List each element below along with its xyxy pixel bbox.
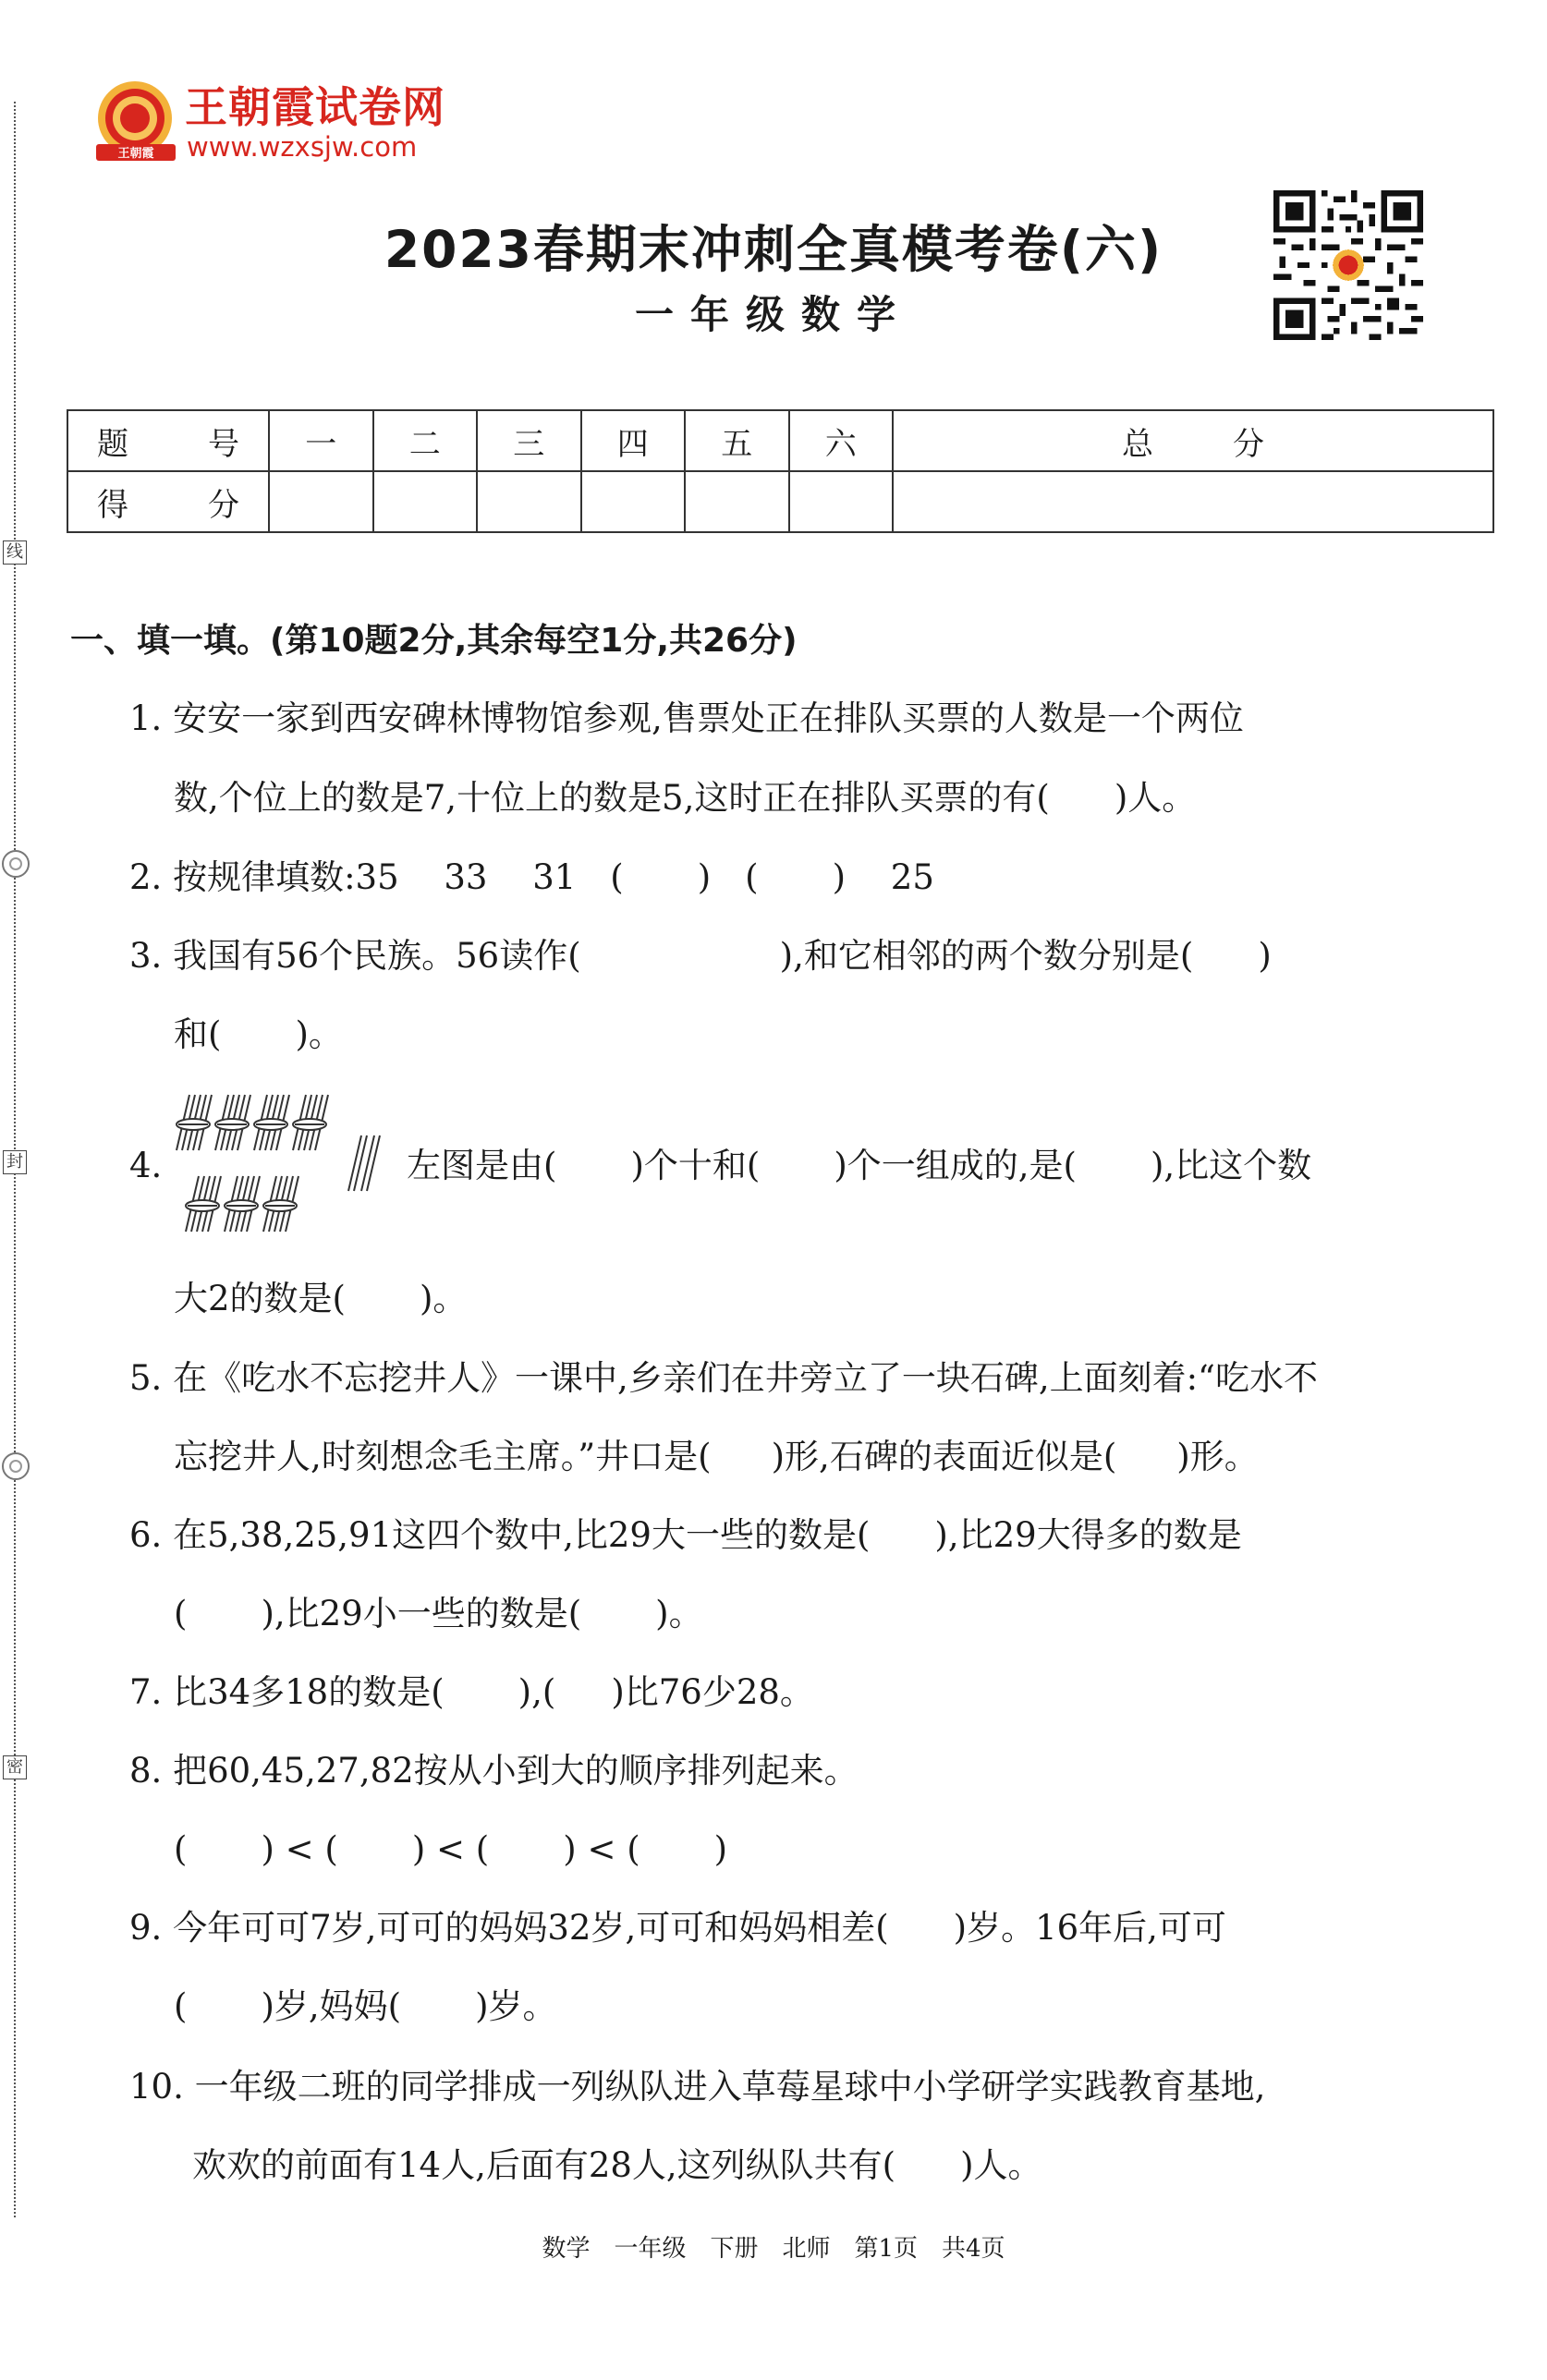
binding-mark-mi: 密	[3, 1755, 27, 1779]
question-9-line-1: 9. 今年可可7岁,可可的妈妈32岁,可可和妈妈相差( )岁。16年后,可可	[129, 1908, 1226, 1948]
question-4-line-1: 左图是由( )个十和( )个一组成的,是( ),比这个数	[407, 1146, 1312, 1185]
logo-url[interactable]: www.wzxsjw.com	[187, 131, 418, 163]
question-9-line-2: ( )岁,妈妈( )岁。	[174, 1986, 557, 2026]
question-4-line-2: 大2的数是( )。	[174, 1279, 468, 1318]
score-header-4: 四	[581, 410, 686, 471]
site-logo[interactable]	[92, 74, 508, 176]
question-4-number: 4.	[129, 1146, 163, 1185]
question-7: 7. 比34多18的数是( ),( )比76少28。	[129, 1672, 814, 1712]
score-cell-5[interactable]	[685, 471, 789, 532]
score-header-total: 总 分	[893, 410, 1493, 471]
score-table	[67, 409, 1494, 533]
stick-bundles-image	[171, 1093, 397, 1241]
question-6-line-1: 6. 在5,38,25,91这四个数中,比29大一些的数是( ),比29大得多的数是	[129, 1515, 1242, 1555]
binding-mark-feng: 封	[3, 1150, 27, 1174]
binding-knot-icon	[2, 1452, 30, 1480]
question-1-line-2: 数,个位上的数是7,十位上的数是5,这时正在排队买票的有( )人。	[174, 778, 1197, 818]
question-3-line-2: 和( )。	[174, 1014, 343, 1054]
score-table-score-row	[67, 471, 1493, 532]
exam-subtitle: 一年级数学	[634, 292, 912, 337]
logo-name: 王朝霞试卷网	[185, 82, 445, 132]
question-5-line-1: 5. 在《吃水不忘挖井人》一课中,乡亲们在井旁立了一块石碑,上面刻着:“吃水不	[129, 1358, 1318, 1398]
score-header-1: 一	[269, 410, 373, 471]
svg-text:王朝霞: 王朝霞	[117, 147, 154, 161]
binding-knot-icon	[2, 850, 30, 878]
score-header-6: 六	[789, 410, 894, 471]
score-header-label: 题 号	[67, 410, 269, 471]
question-1-line-1: 1. 安安一家到西安碑林博物馆参观,售票处正在排队买票的人数是一个两位	[129, 698, 1244, 738]
question-6-line-2: ( ),比29小一些的数是( )。	[174, 1594, 703, 1633]
score-cell-1[interactable]	[269, 471, 373, 532]
score-cell-3[interactable]	[477, 471, 581, 532]
qr-code-icon[interactable]	[1273, 190, 1423, 340]
question-8-line-1: 8. 把60,45,27,82按从小到大的顺序排列起来。	[129, 1751, 859, 1791]
page-footer: 数学 一年级 下册 北师 第1页 共4页	[542, 2235, 1005, 2263]
score-cell-4[interactable]	[581, 471, 686, 532]
logo-emblem-icon	[92, 76, 180, 168]
question-8-line-2: ( ) < ( ) < ( ) < ( )	[174, 1829, 728, 1869]
score-table-header-row	[67, 410, 1493, 471]
section-1-title: 一、填一填。(第10题2分,其余每空1分,共26分)	[70, 622, 798, 660]
score-cell-6[interactable]	[789, 471, 894, 532]
score-row-label: 得 分	[67, 471, 269, 532]
exam-title: 2023春期末冲刺全真模考卷(六)	[384, 220, 1163, 279]
question-5-line-2: 忘挖井人,时刻想念毛主席。”井口是( )形,石碑的表面近似是( )形。	[174, 1437, 1259, 1476]
question-2: 2. 按规律填数:35 33 31 ( ) ( ) 25	[129, 857, 934, 897]
score-cell-total[interactable]	[893, 471, 1493, 532]
question-3-line-1: 3. 我国有56个民族。56读作( ),和它相邻的两个数分别是( )	[129, 936, 1272, 976]
score-header-3: 三	[477, 410, 581, 471]
binding-mark-xian: 线	[3, 540, 27, 565]
question-10-line-2: 欢欢的前面有14人,后面有28人,这列纵队共有( )人。	[192, 2145, 1042, 2185]
score-header-5: 五	[685, 410, 789, 471]
question-10-line-1: 10. 一年级二班的同学排成一列纵队进入草莓星球中小学研学实践教育基地,	[129, 2067, 1266, 2107]
score-header-2: 二	[373, 410, 478, 471]
score-cell-2[interactable]	[373, 471, 478, 532]
